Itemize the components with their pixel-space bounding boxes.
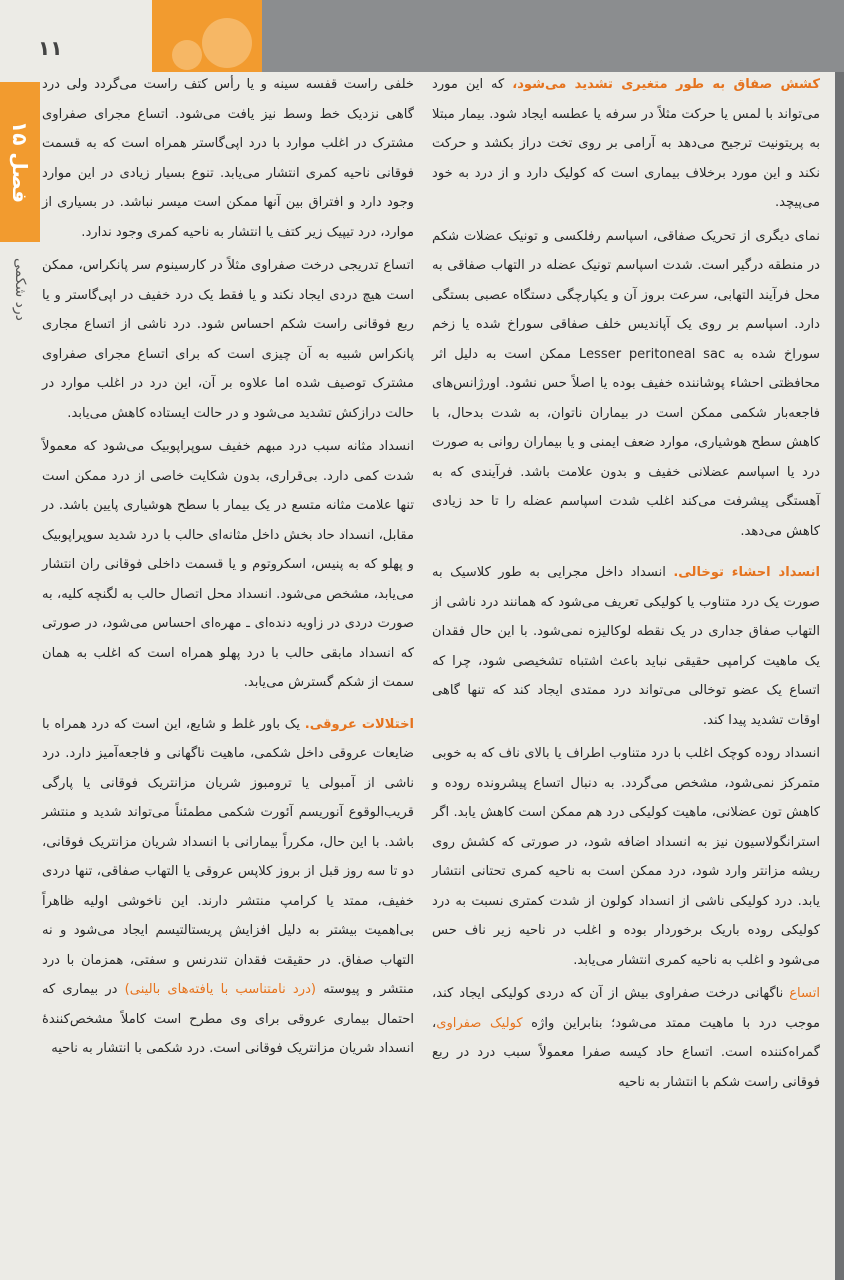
paragraph-text: در بیماری که احتمال بیماری عروقی برای وی مطرح است کاملاً مشخص‌کنندهٔ انسداد شریان مزانتریک فوقانی است. درد شکمی با انتشار به ناحیه [42,982,414,1056]
section-title: درد شکمی [12,258,28,321]
page-number: ۱۱ [38,36,63,60]
paragraph [432,70,820,218]
paragraph-text: انسداد مثانه سبب درد مبهم خفیف سوپراپوبیک می‌شود که معمولاً شدت کمی دارد. بی‌قراری، بدون شکایت خاصی از درد ممکن است تنها علامت مثانه متسع در یک بیمار با سطح هوشیاری پایین باشد. در مقابل، انسداد حاد بخش داخل مثانه‌ای حالب با درد شدید سوپراپوبیک و پهلو که به پنیس، اسکروتوم و یا قسمت داخلی فوقانی ران انتشار می‌یابد، مشخص می‌شود. انسداد محل اتصال حالب به لگنچه کلیه، به صورت دردی در زاویه دنده‌ای ـ مهره‌ای احساس می‌شود، در صورتی که انسداد مابقی حالب با درد پهلو همراه است که اغلب به همان سمت از شکم گسترش می‌یابد. [42,439,414,690]
paragraph [432,979,820,1097]
highlighted-term: کولیک صفراوی [436,1015,523,1031]
paragraph-text: اتساع تدریجی درخت صفراوی مثلاً در کارسینوم سر پانکراس، ممکن است هیچ دردی ایجاد نکند و یا فقط یک درد خفیف در اپی‌گاستر و یا ربع فوقانی راست شکم احساس شود. درد ناشی از اتساع مجاری پانکراس شبیه به آن چیزی است که برای اتساع مجرای صفراوی مشترک توصیف شده اما علاوه بر آن، این درد در اغلب موارد در حالت درازکش تشدید می‌شود و در حالت ایستاده کاهش می‌یابد. [42,258,414,421]
chapter-label: فصل ۱۵ [8,120,32,204]
paragraph-text: نمای دیگری از تحریک صفاقی، اسپاسم رفلکسی و تونیک عضلات شکم در منطقه درگیر است. شدت اسپاسم تونیک عضله در التهاب صفاقی به محل فرآیند التهابی، سرعت بروز آن و یکپارچگی دستگاه عصبی بستگی دارد. اسپاسم بر روی یک آپاندیس خلف صفاقی سوراخ شده یا زخم سوراخ شده به Lesser peritoneal sac ممکن است به دلیل اثر محافظتی احشاء پوشاننده خفیف بوده یا اصلاً حس نشود. اورژانس‌های فاجعه‌بار شکمی ممکن است در بیماران ناتوان، به شدت بدحال، با کاهش سطح هوشیاری، موارد ضعف ایمنی و یا بیماران روانی به صورت درد یا اسپاسم عضلانی خفیف و بدون علامت باشد. فرآیندی که به آهستگی پیشرفت می‌کند اغلب شدت اسپاسم عضله را تا حد زیادی کاهش می‌دهد. [432,228,820,539]
paragraph [42,432,414,698]
paragraph-text: ، گمراه‌کننده است. اتساع حاد کیسه صفرا معمولاً سبب درد در ربع فوقانی راست شکم با انتشار به ناحیه [432,1015,820,1090]
paragraph-text: یک باور غلط و شایع، این است که درد همراه با ضایعات عروقی داخل شکمی، ماهیت ناگهانی و فاجعه‌آمیز دارد. درد ناشی از آمبولی یا ترومبوز شریان مزانتریک فوقانی یا پارگی قریب‌الوقوع آنوریسم آئورت شکمی مطمئناً می‌تواند شدید و منتشر باشد. با این حال، مکرراً بیمارانی با انسداد شریان مزانتریک فوقانی، دو تا سه روز قبل از بروز کلاپس عروقی یا التهاب صفاقی، تنها دردی خفیف، ممتد یا کرامپ منتشر دارند. این ناخوشی اولیه ظاهراً بی‌اهمیت بیشتر به دلیل افزایش پریستالتیسم ایجاد می‌شود و نه التهاب صفاق. در حقیقت فقدان تندرنس و سفتی، همزمان با درد منتشر و پیوسته [42,716,415,997]
section-side-title [0,258,40,338]
right-column [432,70,820,1097]
chapter-tab [0,82,40,242]
header-band [262,0,844,72]
paragraph-text: ناگهانی درخت صفراوی بیش از آن که دردی کولیکی ایجاد کند، موجب درد با ماهیت ممتد می‌شود؛ بنابراین واژه [432,986,820,1031]
section-heading: انسداد احشاء توخالی. [673,565,820,580]
left-column [42,70,414,1064]
section-heading: اختلالات عروقی. [304,716,414,732]
paragraph [42,710,414,1064]
paragraph-text: که این مورد می‌تواند با لمس یا حرکت مثلاً در سرفه یا عطسه ایجاد شود. بیمار مبتلا به پریتونیت ترجیح می‌دهد به آرامی بر روی تخت دراز بکشد و حرکت نکند و این مورد برخلاف بیماری است که کولیک دارد و از درد به خود می‌پیچد. [432,77,820,210]
paragraph [42,70,414,247]
highlighted-word: اتساع [789,986,820,1001]
paragraph [432,558,820,735]
orange-decoration [152,0,262,72]
paragraph [432,739,820,975]
paragraph [432,222,820,547]
paragraph [42,251,414,428]
highlighted-phrase: (درد نامتناسب با یافته‌های بالینی) [124,982,317,997]
paragraph-lead: کشش صفاق به طور متغیری تشدید می‌شود، [512,77,820,92]
paragraph-text: انسداد داخل مجرایی به طور کلاسیک به صورت یک درد متناوب یا کولیکی تعریف می‌شود که همانند درد ناشی از التهاب صفاق جداری در یک نقطه لوکالیزه نمی‌شود. با این حال فقدان یک ماهیت کرامپی حقیقی نباید باعث اشتباه تشخیصی شود، چرا که اتساع یک عضو توخالی می‌تواند درد ممتدی ایجاد کند که تنها گاهی اوقات تشدید پیدا کند. [432,565,820,728]
paragraph-text: خلفی راست قفسه سینه و یا رأس کتف راست می‌گردد ولی درد گاهی نزدیک خط وسط نیز یافت می‌شود. اتساع مجرای صفراوی مشترک در اغلب موارد با درد اپی‌گاستر همراه است که به قسمت فوقانی ناحیه کمری انتشار می‌یابد. تنوع بسیار زیادی در این موارد وجود دارد و افتراق بین آنها ممکن است میسر نباشد. در بسیاری از موارد، درد تیپیک زیر کتف یا انتشار به ناحیه کمری وجود ندارد. [42,77,414,240]
paragraph-text: انسداد روده کوچک اغلب با درد متناوب اطراف یا بالای ناف که به خوبی متمرکز نمی‌شود، مشخص می‌گردد. به دنبال اتساع پیشرونده روده و کاهش تون عضلانی، ماهیت کولیکی درد هم ممکن است کاهش یابد. اگر استرانگولاسیون نیز به انسداد اضافه شود، در صورتی که کشش روی ریشه مزانتر وارد شود، درد ممکن است به ناحیه کمری تحتانی انتشار یابد. درد کولیکی ناشی از انسداد کولون از شدت کمتری نسبت به درد کولیکی روده باریک برخوردار بوده و اغلب در ناحیه زیر ناف حس می‌شود و اغلب به ناحیه کمری انتشار می‌یابد. [432,746,820,968]
